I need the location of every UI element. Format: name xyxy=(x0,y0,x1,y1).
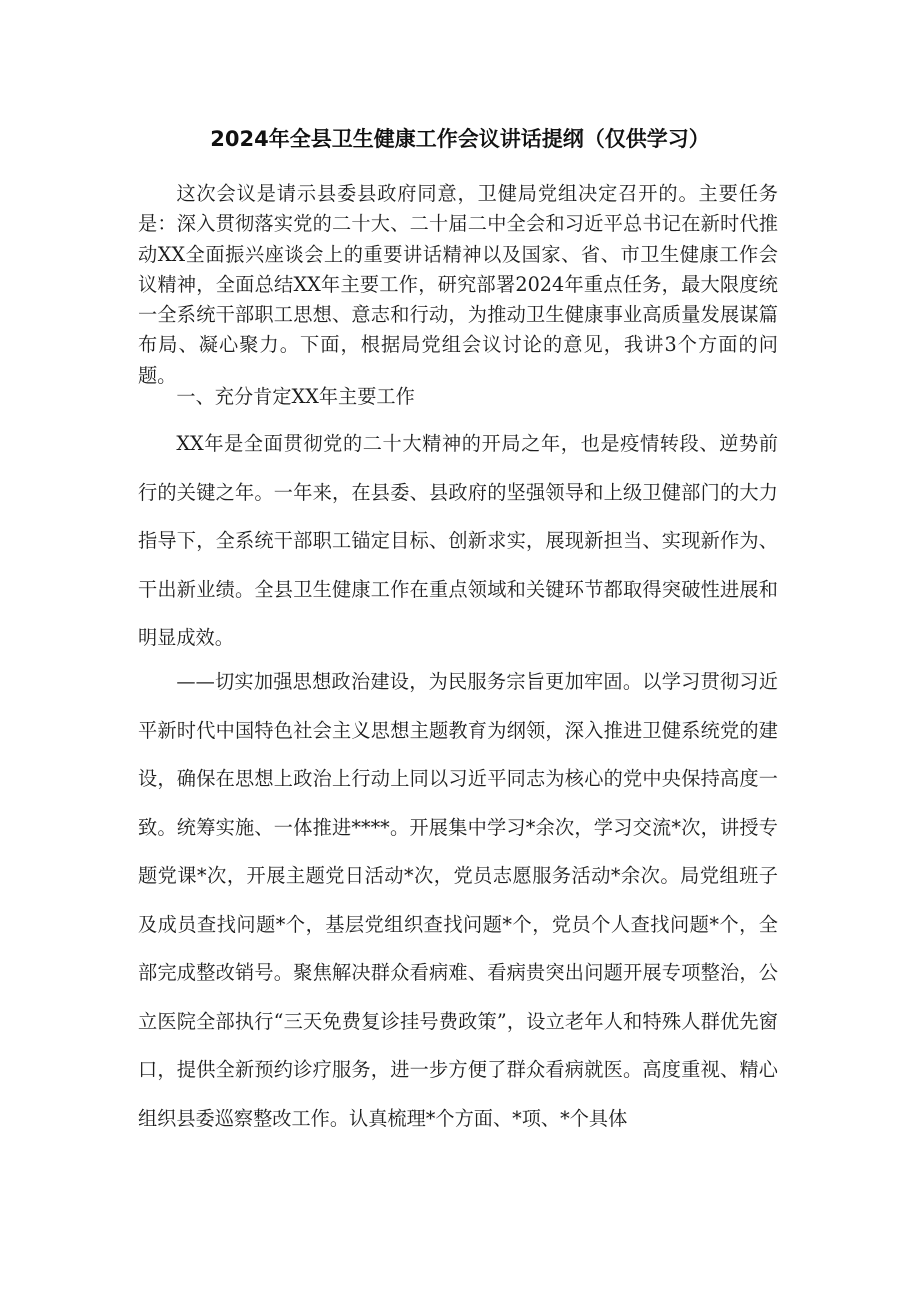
intro-paragraph: 这次会议是请示县委县政府同意，卫健局党组决定召开的。主要任务是：深入贯彻落实党的二十大、二十届二中全会和习近平总书记在新时代推动XX全面振兴座谈会上的重要讲话精神以及国家、省、市卫生健康工作会议精神，全面总结XX年主要工作，研究部署2024年重点任务，最大限度统一全系统干部职工思想、意志和行动，为推动卫生健康事业高质量发展谋篇布局、凝心聚力。下面，根据局党组会议讨论的意见，我讲3个方面的问题。 xyxy=(138,182,778,387)
section-heading-1: 一、充分肯定XX年主要工作 xyxy=(176,385,415,408)
document-title: 2024年全县卫生健康工作会议讲话提纲（仅供学习） xyxy=(210,127,710,151)
body-paragraph-1: XX年是全面贯彻党的二十大精神的开局之年，也是疫情转段、逆势前行的关键之年。一年来，在县委、县政府的坚强领导和上级卫健部门的大力指导下，全系统干部职工锚定目标、创新求实，展现新担当、实现新作为、干出新业绩。全县卫生健康工作在重点领域和关键环节都取得突破性进展和明显成效。 xyxy=(138,432,778,649)
body-paragraph-2: ——切实加强思想政治建设，为民服务宗旨更加牢固。以学习贯彻习近平新时代中国特色社会主义思想主题教育为纲领，深入推进卫健系统党的建设，确保在思想上政治上行动上同以习近平同志为核心的党中央保持高度一致。统筹实施、一体推进****。开展集中学习*余次，学习交流*次，讲授专题党课*次，开展主题党日活动*次，党员志愿服务活动*余次。局党组班子及成员查找问题*个，基层党组织查找问题*个，党员个人查找问题*个，全部完成整改销号。聚焦解决群众看病难、看病贵突出问题开展专项整治，公立医院全部执行“三天免费复诊挂号费政策”，设立老年人和特殊人群优先窗口，提供全新预约诊疗服务，进一步方便了群众看病就医。高度重视、精心组织县委巡察整改工作。认真梳理*个方面、*项、*个具体 xyxy=(138,670,778,1130)
